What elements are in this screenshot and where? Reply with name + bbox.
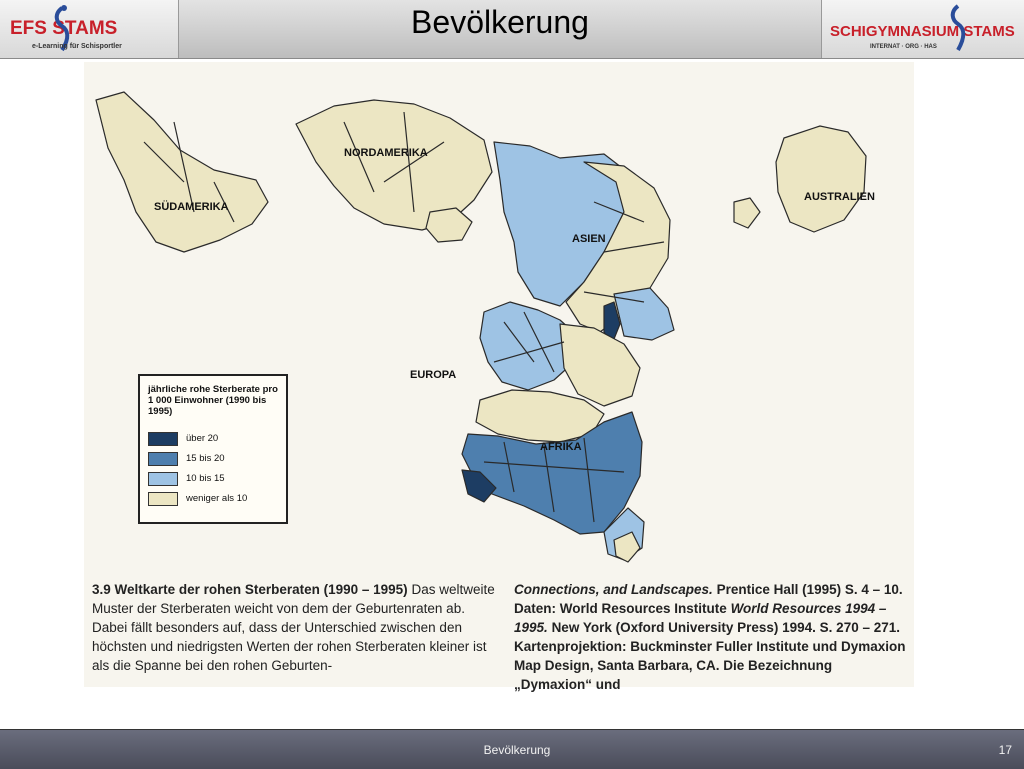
schigymnasium-logo — [821, 0, 1024, 58]
legend-label: weniger als 10 — [186, 493, 248, 504]
figure-caption-left — [92, 580, 502, 675]
label-afrika: AFRIKA — [540, 441, 582, 453]
slide-header — [0, 0, 1024, 59]
legend-swatch — [148, 432, 178, 446]
legend-label: 15 bis 20 — [186, 453, 225, 464]
map-legend — [138, 374, 288, 524]
label-nordamerika: NORDAMERIKA — [344, 147, 428, 159]
efs-logo-main: EFS STAMS — [10, 18, 118, 39]
footer-title: Bevölkerung — [483, 743, 551, 757]
region-groenland — [426, 208, 472, 242]
label-europa: EUROPA — [410, 369, 457, 381]
efs-stams-logo — [0, 0, 179, 58]
caption-projection-text: New York (Oxford University Press) 1994. S. 270 – 271. Kartenprojektion: Buckminster Fuller Institute und Dymaxion Map Design, Santa Barbara, CA. Die Bezeichnung „Dymaxion“ und — [514, 620, 906, 692]
caption-source-italic: Connections, and Landscapes. — [514, 582, 713, 597]
figure-caption-right — [514, 580, 909, 694]
caption-data-start: Daten: World Resources Institute — [514, 601, 727, 616]
legend-swatch — [148, 472, 178, 486]
slide-footer — [0, 729, 1024, 769]
schigymnasium-logo-sub: INTERNAT · ORG · HAS — [870, 44, 937, 50]
caption-source-rest: Prentice Hall (1995) S. 4 – 10. — [716, 582, 903, 597]
legend-item-ueber-20 — [148, 432, 280, 446]
region-nordamerika — [296, 100, 492, 230]
legend-item-15-bis-20 — [148, 452, 280, 466]
schigymnasium-logo-graphic — [822, 0, 1024, 58]
figure-caption-text: Das weltweite Muster der Sterberaten weicht von dem der Geburtenraten ab. Dabei fällt besonders auf, dass der Unterschied zwischen den höchsten und niedrigsten Werten der rohen Sterberaten kleiner ist als die Spanne bei den rohen Geburten- — [92, 582, 495, 673]
caption-data-italic: World Resources 1994 – 1995. — [514, 601, 887, 635]
figure-number: 3.9 — [92, 582, 111, 597]
legend-swatch — [148, 492, 178, 506]
legend-swatch — [148, 452, 178, 466]
schigymnasium-logo-main: SCHIGYMNASIUM STAMS — [830, 23, 1015, 40]
region-asien-sued — [614, 288, 674, 340]
region-australien — [776, 126, 866, 232]
efs-logo-sub: e-Learning für Schisportler — [32, 43, 122, 50]
legend-label: über 20 — [186, 433, 219, 444]
label-suedamerika: SÜDAMERIKA — [154, 201, 229, 213]
figure-title: Weltkarte der rohen Sterberaten (1990 – 1995) — [114, 582, 408, 597]
legend-item-10-bis-15 — [148, 472, 280, 486]
page-number: 17 — [998, 743, 1012, 757]
map-figure — [84, 62, 914, 692]
legend-title: jährliche rohe Sterberate pro 1 000 Einwohner (1990 bis 1995) — [148, 384, 278, 417]
skier-head-icon — [61, 5, 67, 11]
region-suedamerika — [96, 92, 268, 252]
label-asien: ASIEN — [572, 233, 606, 245]
legend-label: 10 bis 15 — [186, 473, 225, 484]
label-australien: AUSTRALIEN — [804, 191, 875, 203]
slide-title: Bevölkerung — [411, 4, 589, 40]
efs-stams-logo-graphic — [0, 0, 178, 58]
legend-item-unter-10 — [148, 492, 280, 506]
region-neuseeland — [734, 198, 760, 228]
